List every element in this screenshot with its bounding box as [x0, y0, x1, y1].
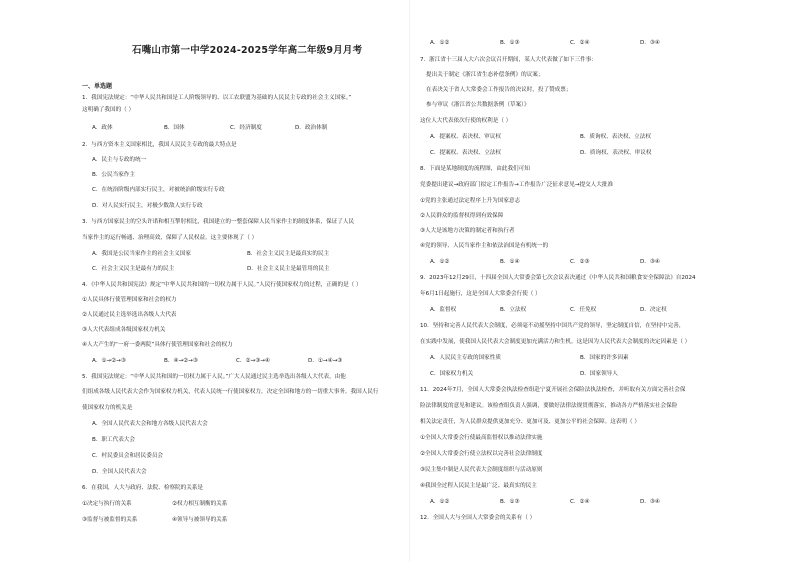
q4-option-d[interactable]: D．①→④→③	[308, 358, 343, 364]
q8-statement-4: ④党的领导、人民当家作主和依法治国是有机统一的	[420, 243, 549, 249]
q6-stem: 6．在我国，人大与政府、法院、检察院的关系是	[82, 485, 204, 491]
q3-option-d[interactable]: D．社会主义民主是最管用的民主	[247, 266, 330, 272]
q10-stem: 10．坚持和完善人民代表大会制度，必须毫不动摇坚持中国共产党的领导，坚定制度自信，在坚持中完善，	[420, 323, 685, 329]
q4-option-c[interactable]: C．②→③→④	[236, 358, 270, 364]
q2-option-a[interactable]: A．民主与专政的统一	[92, 157, 147, 163]
q11-stem-cont2: 相关法定责任，为人民群众提供更加充分、更加可及、更加公平的社会保障。这表明（ ）	[420, 419, 640, 425]
q5-option-a[interactable]: A．全国人民代表大会和地方各级人民代表大会	[92, 421, 208, 427]
q7-event-1: 提出关于制定《浙江省生态补偿条例》的议案；	[426, 72, 544, 78]
q7-option-a[interactable]: A．提案权、表决权、审议权	[430, 134, 501, 140]
q11-option-a[interactable]: A．①②	[430, 499, 450, 505]
q8-statement-1: ①党的主张通过法定程序上升为国家意志	[420, 198, 521, 204]
q4-statement-1: ①人民具体行使管理国家和社会的权力	[82, 297, 177, 303]
q11-option-b[interactable]: B．①③	[500, 499, 520, 505]
q4-statement-2: ②人民通过民主选举选出各级人大代表	[82, 312, 177, 318]
q8-flowchart: 党委提出建议→政府部门拟定工作报告→工作报告广泛征求意见→提交人大批准	[420, 182, 614, 188]
q8-stem: 8．下面是某地制度的流程图，由此我们可知	[420, 166, 530, 172]
q6-statement-4: ④领导与被领导的关系	[172, 517, 228, 523]
q1-stem-cont: 这明确了我国的（ ）	[82, 107, 135, 113]
q3-option-c[interactable]: C．社会主义民主是最有力的民主	[92, 266, 175, 272]
q5-option-c[interactable]: C．村民委员会和居民委员会	[92, 453, 164, 459]
q5-option-d[interactable]: D．全国人民代表大会	[92, 469, 147, 475]
q5-stem-cont: 们组成各级人民代表大会作为国家权力机关，代表人民统一行使国家权力，决定全国和地方的一切重大事务。我国人民行	[82, 389, 379, 395]
q12-stem: 12．全国人大与全国人大常委会的关系有（ ）	[420, 515, 536, 521]
q7-option-d[interactable]: D．质询权、表决权、审议权	[580, 150, 652, 156]
q8-statement-2: ②人民群众的监督权得到有效保障	[420, 213, 504, 219]
q6-option-b[interactable]: B．①③	[500, 40, 520, 46]
q11-option-c[interactable]: C．②④	[570, 499, 590, 505]
q11-statement-4: ④我国全过程人民民主是最广泛、最真实的民主	[420, 483, 537, 489]
q6-option-a[interactable]: A．①②	[430, 40, 450, 46]
q4-statement-3: ③人大代表组成各级国家权力机关	[82, 327, 166, 333]
q11-option-d[interactable]: D．③④	[640, 499, 660, 505]
exam-title: 石嘴山市第一中学2024-2025学年高二年级9月月考	[132, 45, 363, 56]
q2-option-b[interactable]: B．公民当家作主	[92, 172, 135, 178]
q7-event-2: 在表决关于省人大常委会工作报告的决议时，投了赞成票；	[426, 87, 572, 93]
q2-option-c[interactable]: C．在统治阶级内部实行民主，对被统治阶级实行专政	[92, 187, 225, 193]
q11-statement-1: ①全国人大常委会行使最高监督权以推动法律实施	[420, 435, 543, 441]
q8-option-b[interactable]: B．①④	[500, 259, 520, 265]
q7-event-3: 参与审议《浙江省公共数据条例（草案）》	[426, 102, 530, 108]
q5-stem-cont2: 使国家权力的机关是	[82, 405, 133, 411]
q7-option-c[interactable]: C．提案权、表决权、立法权	[430, 150, 502, 156]
q1-option-d[interactable]: D．政治体制	[295, 125, 328, 131]
q11-stem-cont: 险法律制度的意见和建议。该检查组负责人强调，要做好法律法规贯彻落实，推动各方严格落实社会保险	[420, 403, 678, 409]
q3-stem-cont: 当家作主的运行畅通、治理高效，保障了人民权益。这主要体现了（ ）	[82, 235, 258, 241]
q9-option-b[interactable]: B．立法权	[500, 307, 527, 313]
q8-statement-3: ③人大是该地方决策的制定者和执行者	[420, 228, 515, 234]
q6-statement-1: ①决定与执行的关系	[82, 501, 132, 507]
q3-option-b[interactable]: B．社会主义民主是最真实的民主	[247, 251, 330, 257]
q9-stem-cont: 年6月1日起施行，这是全国人大常委会行使（ ）	[420, 291, 541, 297]
q11-statement-2: ②全国人大常委会行使立法权以完善社会法律制度	[420, 451, 543, 457]
page-fold-divider	[409, 0, 410, 562]
q6-option-c[interactable]: C．②④	[570, 40, 590, 46]
q9-option-c[interactable]: C．任免权	[570, 307, 597, 313]
q11-statement-3: ③民主集中制是人民代表大会制度组织与活动原则	[420, 467, 543, 473]
section-heading: 一、单选题	[82, 83, 113, 90]
q10-option-c[interactable]: C．国家权力机关	[430, 371, 474, 377]
q8-option-d[interactable]: D．③④	[640, 259, 660, 265]
q6-statement-3: ③监督与被监督的关系	[82, 517, 138, 523]
q1-option-a[interactable]: A．政体	[92, 125, 113, 131]
q3-option-a[interactable]: A．我国是公民当家作主的社会主义国家	[92, 251, 191, 257]
q8-option-a[interactable]: A．①②	[430, 259, 450, 265]
q4-option-a[interactable]: A．①→②→③	[92, 358, 126, 364]
q10-option-a[interactable]: A．人民民主专政的国家性质	[430, 355, 501, 361]
q8-option-c[interactable]: C．②③	[570, 259, 590, 265]
q10-option-d[interactable]: D．国家领导人	[580, 371, 618, 377]
q1-option-c[interactable]: C．经济制度	[230, 125, 262, 131]
q6-option-d[interactable]: D．③④	[640, 40, 660, 46]
q3-stem: 3．与西方国家民主的空头许诺和相互掣肘相比，我国建立的一整套保障人民当家作主的制度体系，保证了人民	[82, 219, 355, 225]
q7-option-b[interactable]: B．质询权、表决权、立法权	[580, 134, 651, 140]
q9-option-a[interactable]: A．监督权	[430, 307, 457, 313]
q1-stem: 1．我国宪法规定：“中华人民共和国是工人阶级领导的、以工农联盟为基础的人民民主专政的社会主义国家。”	[82, 95, 352, 101]
q5-stem: 5．我国宪法规定：“中华人民共和国的一切权力属于人民。”广大人民通过民主选举选出各级人大代表，由他	[82, 374, 346, 380]
q6-statement-2: ②权力相互制衡的关系	[172, 501, 228, 507]
q4-statement-4: ④人大产生的“一府一委两院”具体行使管理国家和社会的权力	[82, 342, 233, 348]
q9-option-d[interactable]: D．决定权	[640, 307, 667, 313]
q4-stem: 4．《中华人民共和国宪法》规定“中华人民共和国的一切权力属于人民。”人民行使国家权力的过程，正确的是（ ）	[82, 282, 362, 288]
q2-option-d[interactable]: D．对人民实行民主，对极少数敌人实行专政	[92, 203, 203, 209]
q10-stem-cont: 在实践中发展，使我国人民代表大会制度更加充满活力和生机。这是因为人民代表大会制度的决定因素是（ ）	[420, 339, 691, 345]
q9-stem: 9．2023年12月29日，十四届全国人大常委会第七次会议表决通过《中华人民共和国粮食安全保障法》自2024	[420, 275, 696, 281]
q7-stem: 7．浙江省十三届人大六次会议召开期间，某人大代表做了如下三件事：	[420, 57, 597, 63]
q7-question: 这位人大代表依次行使的权利是（ ）	[420, 118, 512, 124]
q10-option-b[interactable]: B．国家的许多因素	[580, 355, 629, 361]
q11-stem: 11．2024年7月，全国人大常委会执法检查组赴宁夏开展社会保险法执法检查，并听取有关方面完善社会保	[420, 387, 686, 393]
q1-option-b[interactable]: B．国体	[164, 125, 185, 131]
q5-option-b[interactable]: B．职工代表大会	[92, 437, 135, 443]
q4-option-b[interactable]: B．④→②→③	[164, 358, 198, 364]
q2-stem: 2．与西方资本主义国家相比，我国人民民主专政的最大特点是	[82, 142, 237, 148]
